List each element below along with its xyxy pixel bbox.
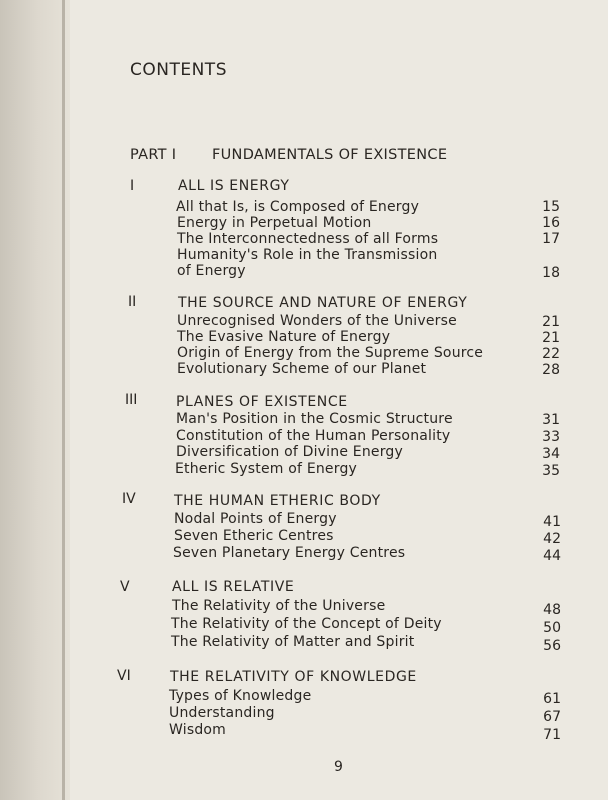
section-heading: ALL IS ENERGY <box>178 178 290 194</box>
page-title: CONTENTS <box>130 60 227 80</box>
section-numeral: VI <box>117 668 131 684</box>
toc-entry: Origin of Energy from the Supreme Source <box>177 345 484 361</box>
toc-page-number: 41 <box>543 514 561 530</box>
toc-page-number: 42 <box>543 531 561 547</box>
section-numeral: II <box>128 294 137 310</box>
toc-page-number: 71 <box>543 727 561 743</box>
toc-entry: Nodal Points of Energy <box>174 511 337 527</box>
toc-entry: Wisdom <box>169 722 227 738</box>
toc-page-number: 56 <box>543 638 561 654</box>
section-heading: THE RELATIVITY OF KNOWLEDGE <box>170 669 417 685</box>
toc-page-number: 31 <box>542 412 560 428</box>
toc-entry: Man's Position in the Cosmic Structure <box>176 411 453 427</box>
toc-entry: Seven Etheric Centres <box>174 528 334 544</box>
toc-entry: Diversification of Divine Energy <box>176 444 404 460</box>
gutter-edge <box>62 0 65 800</box>
book-gutter <box>0 0 70 800</box>
part-title: FUNDAMENTALS OF EXISTENCE <box>212 147 448 163</box>
toc-page-number: 33 <box>542 429 560 445</box>
section-numeral: V <box>120 579 130 595</box>
toc-entry: Constitution of the Human Personality <box>176 428 451 444</box>
toc-page-number: 21 <box>542 314 560 330</box>
toc-entry: The Relativity of the Universe <box>172 598 386 614</box>
toc-entry: Seven Planetary Energy Centres <box>173 545 406 561</box>
toc-page-number: 44 <box>543 548 561 564</box>
toc-page-number: 35 <box>542 463 560 479</box>
toc-entry: Unrecognised Wonders of the Universe <box>177 313 457 329</box>
section-numeral: I <box>130 178 135 194</box>
toc-page-number: 21 <box>542 330 560 346</box>
section-numeral: III <box>125 392 138 408</box>
toc-entry: Humanity's Role in the Transmission <box>177 247 438 263</box>
toc-entry: Types of Knowledge <box>169 688 312 704</box>
toc-page-number: 15 <box>542 199 560 215</box>
toc-page-number: 17 <box>542 231 560 247</box>
toc-entry: Understanding <box>169 705 275 721</box>
toc-page-number: 61 <box>543 691 561 707</box>
toc-page-number: 22 <box>542 346 560 362</box>
toc-entry: The Evasive Nature of Energy <box>177 329 391 345</box>
toc-entry: The Relativity of Matter and Spirit <box>171 634 415 650</box>
section-heading: THE HUMAN ETHERIC BODY <box>174 493 381 509</box>
toc-entry: Energy in Perpetual Motion <box>177 215 372 231</box>
toc-page-number: 48 <box>543 602 561 618</box>
toc-entry: The Interconnectedness of all Forms <box>177 231 439 247</box>
section-heading: PLANES OF EXISTENCE <box>176 394 348 410</box>
toc-entry: The Relativity of the Concept of Deity <box>171 616 442 632</box>
toc-entry: Etheric System of Energy <box>175 461 358 477</box>
toc-page-number: 16 <box>542 215 560 231</box>
section-heading: ALL IS RELATIVE <box>172 579 295 595</box>
part-heading <box>130 147 447 163</box>
toc-page-number: 18 <box>542 265 560 281</box>
toc-entry-continuation: of Energy <box>177 263 246 279</box>
section-heading: THE SOURCE AND NATURE OF ENERGY <box>178 295 468 311</box>
section-numeral: IV <box>122 491 136 507</box>
toc-page-number: 28 <box>542 362 560 378</box>
toc-page-number: 34 <box>542 446 560 462</box>
page-number-footer: 9 <box>334 759 343 775</box>
toc-entry: All that Is, is Composed of Energy <box>176 199 420 215</box>
part-number: PART I <box>130 147 177 163</box>
toc-page-number: 67 <box>543 709 561 725</box>
toc-entry: Evolutionary Scheme of our Planet <box>177 361 427 377</box>
toc-page-number: 50 <box>543 620 561 636</box>
